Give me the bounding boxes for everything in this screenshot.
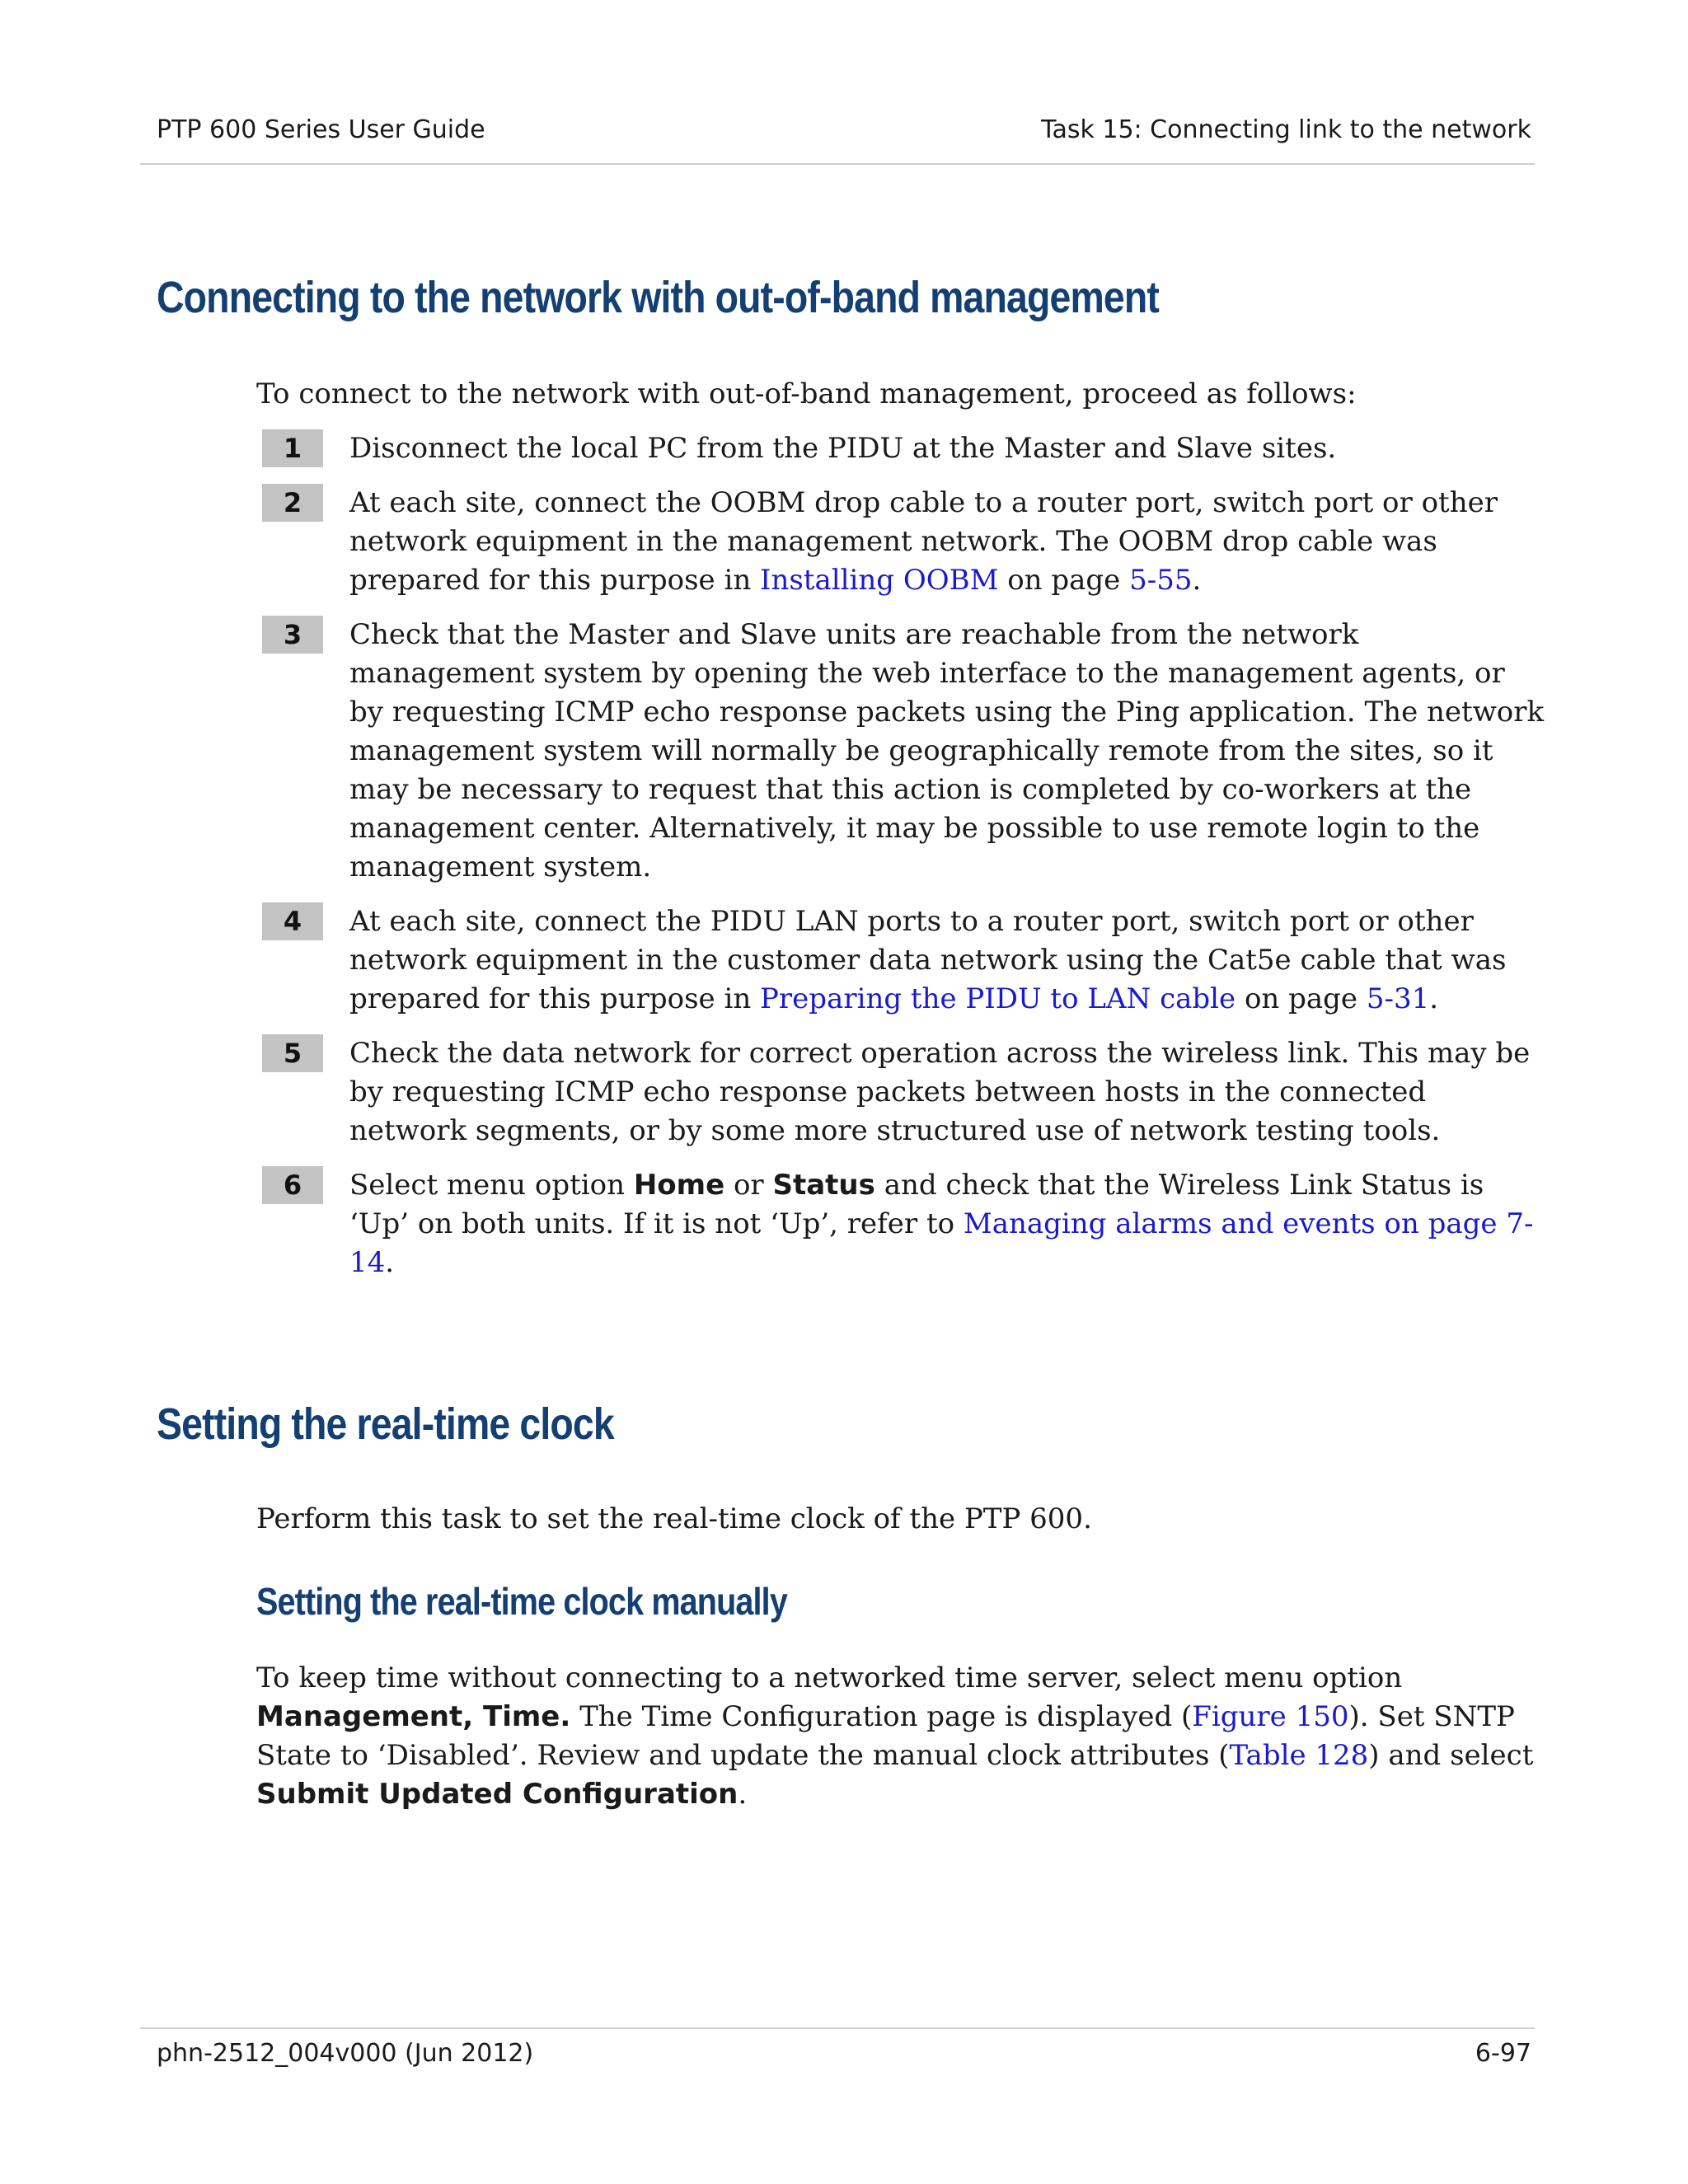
link-preparing-pidu-lan-cable[interactable]: Preparing the PIDU to LAN cable [760,982,1236,1015]
menu-option-management-time: Management, Time. [256,1700,571,1733]
step-text: . [385,1246,395,1279]
step-text: At each site, connect the PIDU LAN ports to a router port, switch port or other network equipment in the customer data network using the Cat5e cable that was prepared for this purpose in [349,905,1507,1015]
step-text: or [724,1169,773,1202]
step-text: Disconnect the local PC from the PIDU at the Master and Slave sites. [349,432,1337,465]
button-label-submit-updated-configuration: Submit Updated Configuration [256,1778,738,1811]
link-managing-alarms[interactable]: Managing alarms and events on page 7-14 [349,1207,1534,1279]
para-text: To keep time without connecting to a networked time server, select menu option [256,1661,1403,1694]
footer-doc-id: phn-2512_004v000 (Jun 2012) [157,2039,534,2068]
link-figure-150[interactable]: Figure 150 [1192,1700,1349,1733]
step-item [262,429,1545,468]
para-text: The Time Configuration page is displayed ( [570,1700,1193,1733]
step-number: 2 [262,484,323,522]
para-text: . [738,1778,748,1811]
step-text: . [1429,982,1439,1015]
link-installing-oobm[interactable]: Installing OOBM [760,564,999,597]
menu-option-home: Home [633,1169,725,1202]
step-number: 3 [262,616,323,654]
step-item [262,1034,1545,1151]
footer-rule [140,2027,1535,2029]
step-text: At each site, connect the OOBM drop cable to a router port, switch port or other network equipment in the management network. The OOBM drop cable was prepared for this purpose in [349,486,1498,597]
step-number: 1 [262,429,323,467]
rtc-manual-paragraph [256,1659,1542,1814]
step-item [262,484,1545,600]
step-item [262,616,1545,887]
step-text: on page [998,564,1130,597]
menu-option-status: Status [772,1169,875,1202]
step-text: Check the data network for correct operation across the wireless link. This may be by requesting ICMP echo response packets between hosts in the connected network segments, or by some more structured use of network testing tools. [349,1037,1531,1147]
subsection-heading-rtc-manual: Setting the real-time clock manually [256,1580,787,1623]
oobm-step-list [262,429,1545,1298]
step-text: Check that the Master and Slave units are reachable from the network management system by opening the web interface to the management agents, or by requesting ICMP echo response packets using the Ping application. The network management system will normally be geographically remote from the sites, so it may be necessary to request that this action is completed by co-workers at the management center. Alternatively, it may be possible to use remote login to the management system. [349,618,1545,883]
header-doc-title: PTP 600 Series User Guide [157,115,485,144]
header-rule [140,163,1535,165]
step-text: . [1192,564,1202,597]
page-number: 6-97 [1475,2039,1531,2068]
step-text: on page [1236,982,1367,1015]
rtc-intro-paragraph: Perform this task to set the real-time clock of the PTP 600. [256,1502,1092,1535]
step-number: 5 [262,1034,323,1072]
link-page-5-31[interactable]: 5-31 [1366,982,1430,1015]
section-heading-rtc: Setting the real-time clock [157,1399,614,1449]
para-text: ). Set SNTP State to ‘Disabled’. Review and update the manual clock attributes ( [256,1700,1515,1772]
step-number: 4 [262,902,323,940]
oobm-intro-paragraph: To connect to the network with out-of-band management, proceed as follows: [256,377,1357,410]
header-section-title: Task 15: Connecting link to the network [1041,115,1531,144]
step-text: Select menu option [349,1169,634,1202]
step-text: and check that the Wireless Link Status is ‘Up’ on both units. If it is not ‘Up’, refer to [349,1169,1484,1240]
section-heading-oobm: Connecting to the network with out-of-band management [157,273,1159,322]
step-number: 6 [262,1166,323,1204]
link-table-128[interactable]: Table 128 [1229,1739,1369,1772]
para-text: ) and select [1368,1739,1534,1772]
step-item [262,902,1545,1019]
step-item [262,1166,1545,1282]
link-page-5-55[interactable]: 5-55 [1129,564,1193,597]
